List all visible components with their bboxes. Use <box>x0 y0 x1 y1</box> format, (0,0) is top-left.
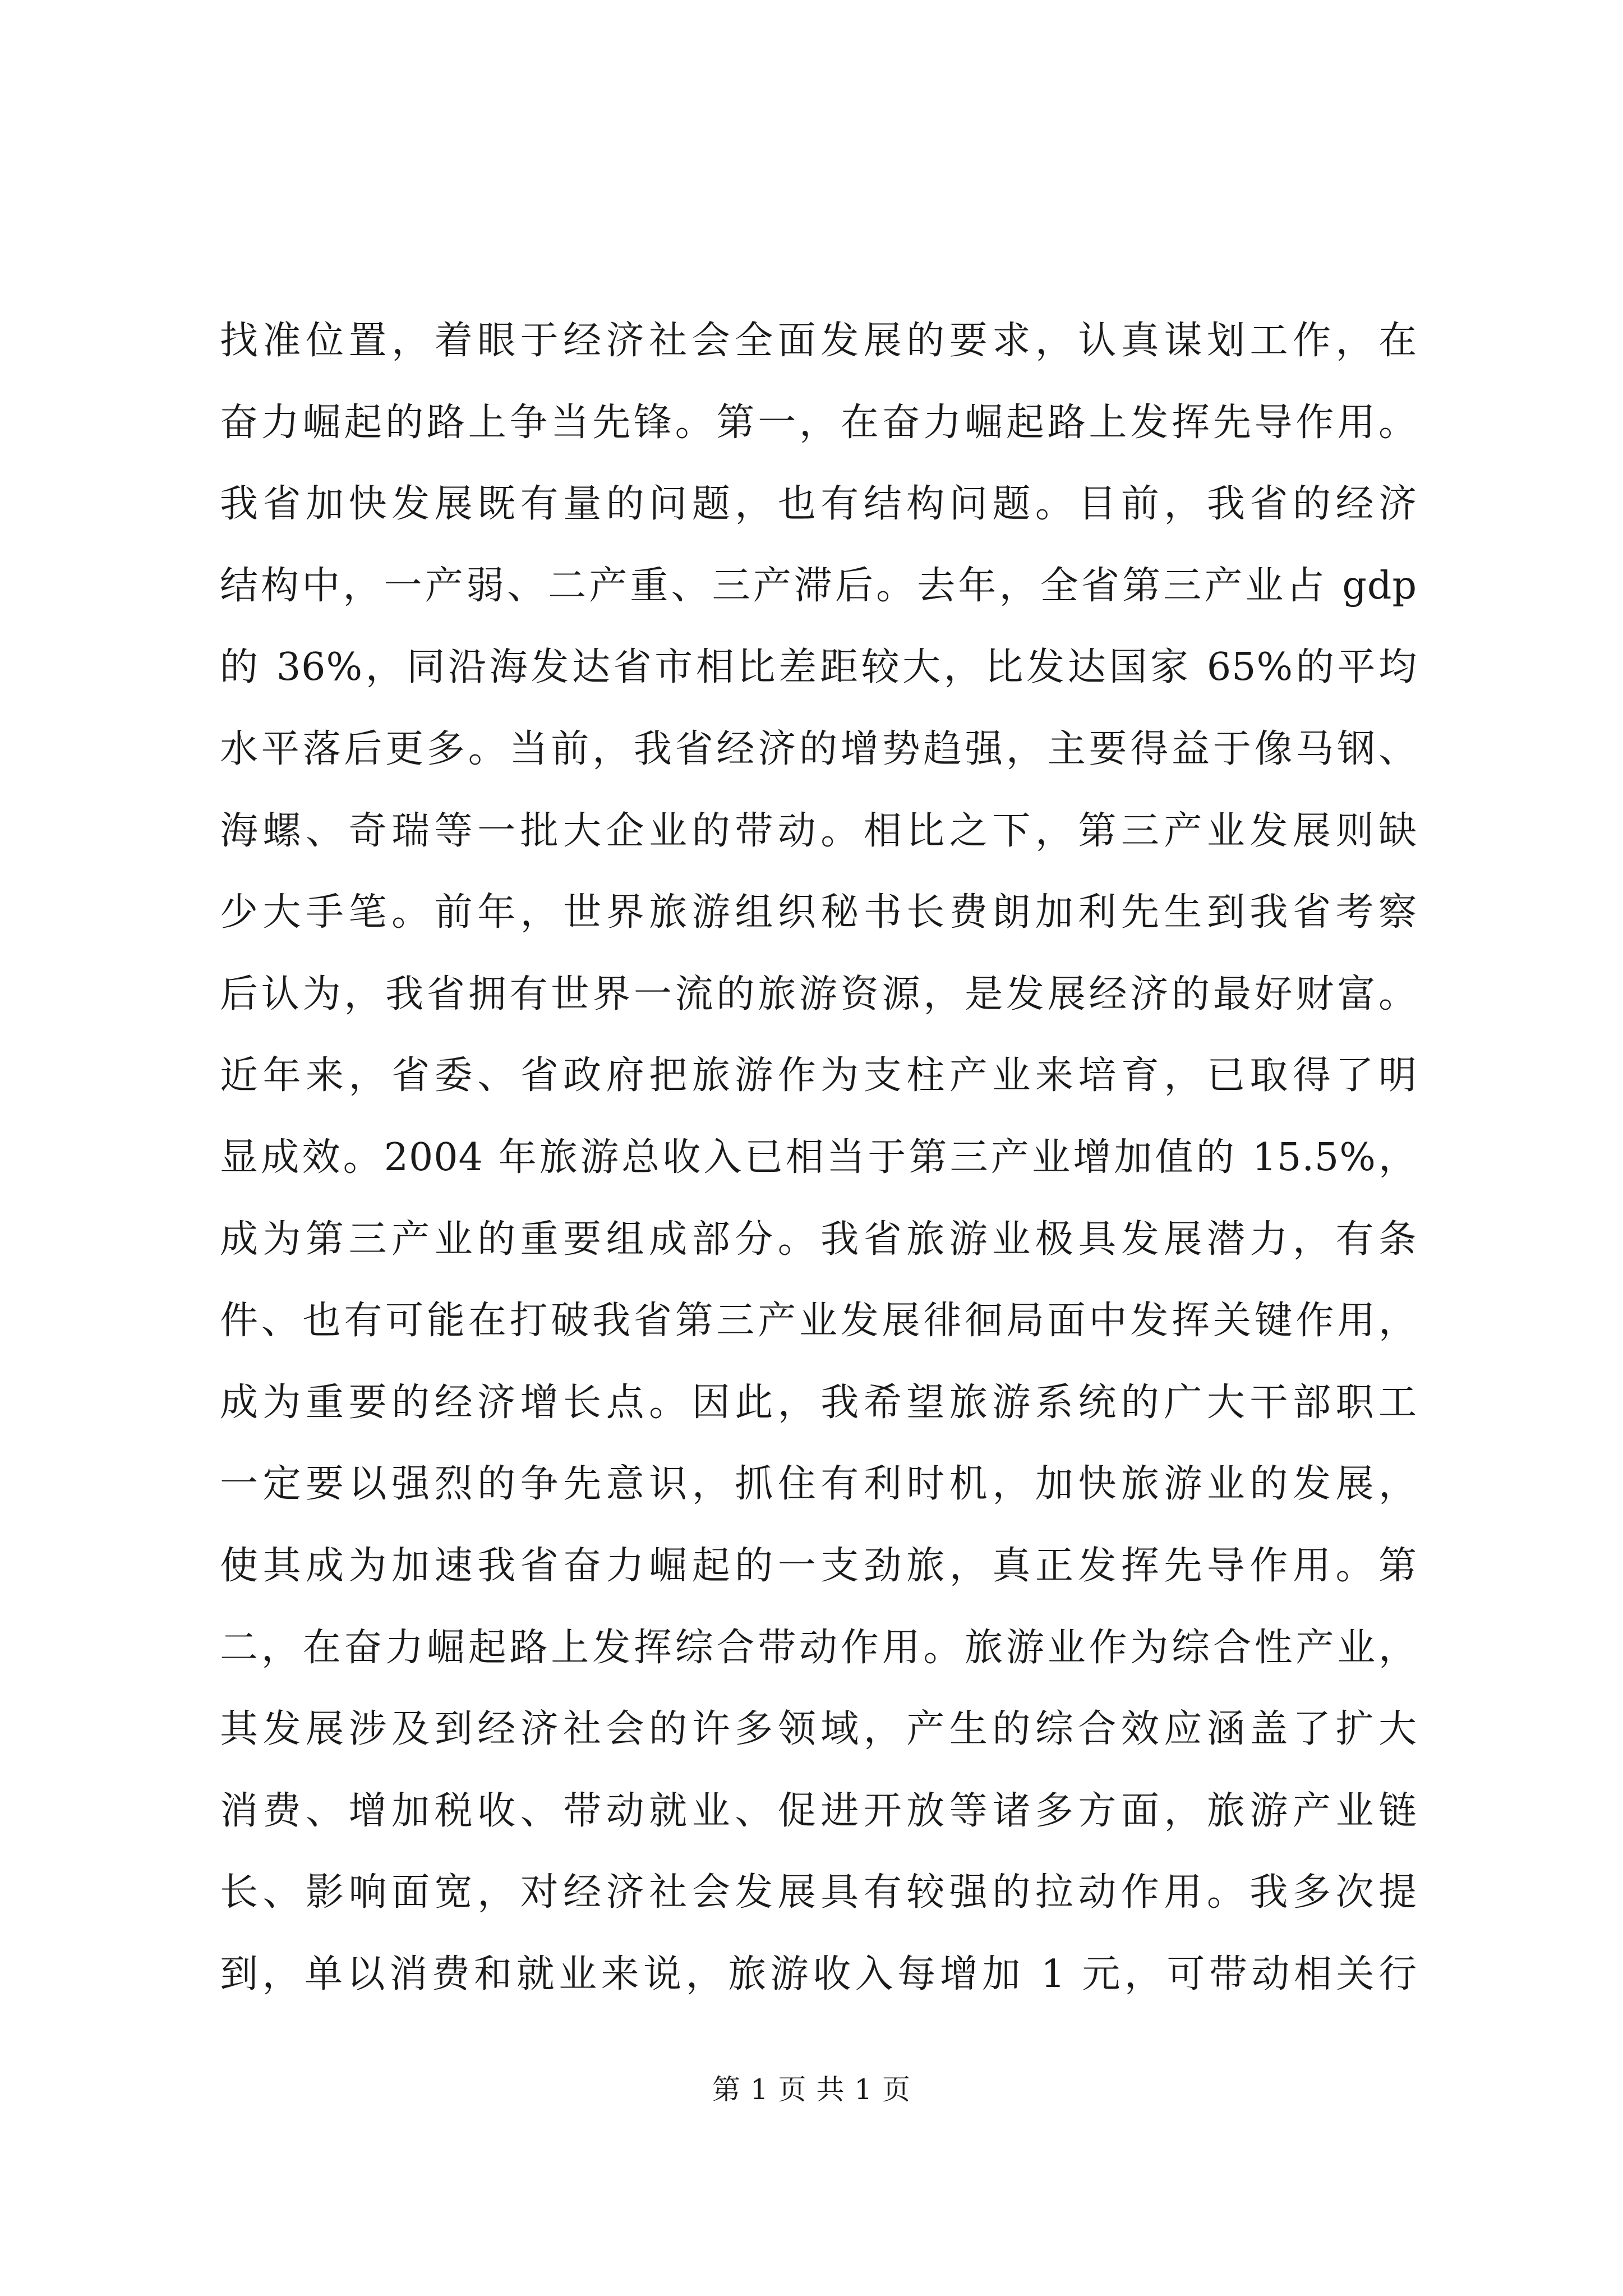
text-line: 二，在奋力崛起路上发挥综合带动作用。旅游业作为综合性产业， <box>220 1625 1417 1670</box>
page-number-footer: 第 1 页 共 1 页 <box>712 2073 911 2106</box>
text-line: 显成效。2004 年旅游总收入已相当于第三产业增加值的 15.5%， <box>220 1135 1417 1180</box>
text-line: 使其成为加速我省奋力崛起的一支劲旅，真正发挥先导作用。第 <box>220 1543 1417 1588</box>
text-line: 成为第三产业的重要组成部分。我省旅游业极具发展潜力，有条 <box>220 1217 1417 1262</box>
text-line: 近年来，省委、省政府把旅游作为支柱产业来培育，已取得了明 <box>220 1053 1417 1098</box>
text-line: 后认为，我省拥有世界一流的旅游资源，是发展经济的最好财富。 <box>220 972 1417 1016</box>
text-line: 到，单以消费和就业来说，旅游收入每增加 1 元，可带动相关行 <box>220 1952 1417 1996</box>
text-line: 找准位置，着眼于经济社会全面发展的要求，认真谋划工作，在 <box>220 319 1417 363</box>
text-line: 结构中，一产弱、二产重、三产滞后。去年，全省第三产业占 gdp <box>220 563 1417 608</box>
text-line: 其发展涉及到经济社会的许多领域，产生的综合效应涵盖了扩大 <box>220 1707 1417 1752</box>
text-line: 少大手笔。前年，世界旅游组织秘书长费朗加利先生到我省考察 <box>220 890 1417 935</box>
text-line: 海螺、奇瑞等一批大企业的带动。相比之下，第三产业发展则缺 <box>220 808 1417 853</box>
text-line: 我省加快发展既有量的问题，也有结构问题。目前，我省的经济 <box>220 482 1417 527</box>
text-line: 水平落后更多。当前，我省经济的增势趋强，主要得益于像马钢、 <box>220 726 1417 771</box>
text-line: 长、影响面宽，对经济社会发展具有较强的拉动作用。我多次提 <box>220 1870 1417 1915</box>
text-line: 一定要以强烈的争先意识，抓住有利时机，加快旅游业的发展， <box>220 1462 1417 1507</box>
text-line: 成为重要的经济增长点。因此，我希望旅游系统的广大干部职工 <box>220 1380 1417 1425</box>
text-line: 奋力崛起的路上争当先锋。第一，在奋力崛起路上发挥先导作用。 <box>220 400 1417 445</box>
text-line: 的 36%，同沿海发达省市相比差距较大，比发达国家 65%的平均 <box>220 645 1417 690</box>
body-text <box>220 300 1417 2015</box>
text-line: 消费、增加税收、带动就业、促进开放等诸多方面，旅游产业链 <box>220 1788 1417 1833</box>
text-line: 件、也有可能在打破我省第三产业发展徘徊局面中发挥关键作用， <box>220 1299 1417 1343</box>
